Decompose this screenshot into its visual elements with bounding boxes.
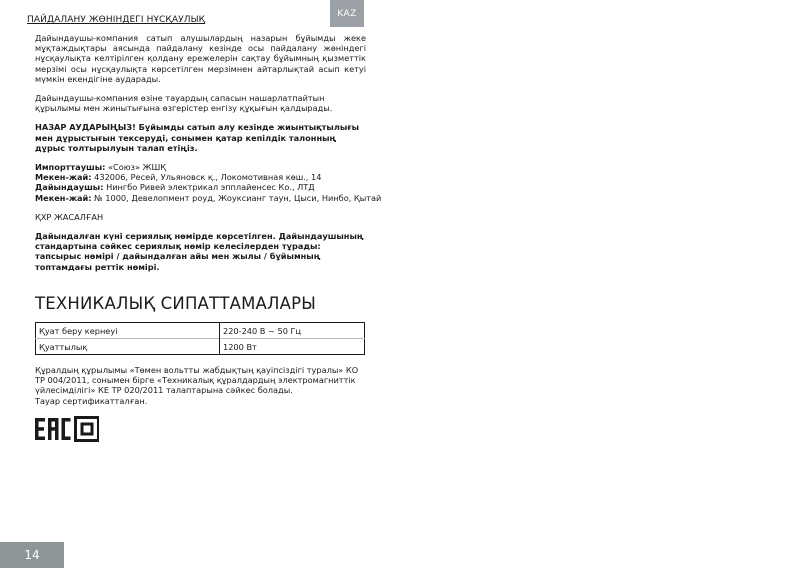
importer-address-value: 432006, Ресей, Ульяновск қ., Локомотивная көш., 14 [94, 172, 322, 183]
rights-paragraph: Дайындаушы-компания өзіне тауардың сапасын нашарлатпайтын құрылымы мен жинытығына өзгерістер енгізу құқығын қалдырады. [35, 93, 333, 114]
manufacturer-value: Нингбо Ривей электрикал эпплайенсес Ко., ЛТД [106, 182, 315, 193]
certification-marks [35, 416, 99, 442]
importer-value: «Союз» ЖШҚ [108, 162, 167, 173]
warning-paragraph: НАЗАР АУДАРЫҢЫЗ! Бұйымды сатып алу кезінде жиынтықтылығы мен дұрыстығын тексеруді, сонымен қатар кепілдік талонның дұрыс толтырылуын талап етіңіз. [35, 122, 360, 153]
table-row [36, 323, 365, 339]
page-number: 14 [0, 542, 64, 568]
spec-label: Қуат беру кернеуі [36, 323, 220, 339]
manufacturer-address-value: № 1000, Девелопмент роуд, Жоуксианг таун, Цыси, Нинбо, Қытай [94, 192, 382, 203]
language-tab: KAZ [330, 0, 364, 27]
table-row [36, 339, 365, 355]
made-in-label: ҚХР ЖАСАЛҒАН [35, 211, 104, 222]
importer-label: Импорттаушы: [35, 162, 106, 173]
page-header-title: ПАЙДАЛАНУ ЖӨНІНДЕГІ НҰСҚАУЛЫҚ [27, 15, 206, 25]
spec-value: 220-240 В ~ 50 Гц [223, 325, 302, 336]
intro-paragraph: Дайындаушы-компания сатып алушылардың назарын бұйымды жеке мұқтаждықтары аясында пайдалану кезінде осы пайдалану жөніндегі нұсқаулықта келтірілген қолдану ережелерін сақтау бұйымның қызметтік мерзімі осы нұсқаулықта көрсетілген мерзімнен айтарлықтай асып кетуі мүмкін екендігіне аударады. [35, 33, 366, 84]
certification-text: Құралдың құрылымы «Төмен вольтты жабдықтың қауіпсіздігі туралы» КО ТР 004/2011, сонымен бірге «Техникалық құралдардың электромагниттік үйлесімділігі» КЕ ТР 020/2011 талаптарына сәйкес болады. [35, 365, 359, 396]
manufacturer-line [35, 182, 366, 192]
manufacturer-address-line [35, 192, 382, 203]
importer-address-label: Мекен-жай: [35, 172, 92, 183]
specs-title: ТЕХНИКАЛЫҚ СИПАТТАМАЛАРЫ [35, 294, 317, 313]
eac-mark-icon [35, 418, 71, 440]
certification-block [35, 365, 366, 406]
manufacturer-label: Дайындаушы: [35, 182, 104, 193]
spec-label: Қуаттылық [36, 339, 220, 355]
safety-class-ii-icon [76, 418, 99, 441]
serial-number-paragraph: Дайындалған күні сериялық нөмірде көрсетілген. Дайындаушының стандартына сәйкес сериялық нөмір келесілерден тұрады: тапсырыс нөмірі / дайындалған айы мен жылы / бұйымның топтамдағы реттік нөмірі. [35, 231, 364, 272]
importer-address-line [35, 172, 366, 182]
spec-value: 1200 Вт [220, 339, 365, 355]
importer-line [35, 162, 366, 172]
certified-text: Тауар сертификатталған. [35, 395, 148, 406]
specs-table [35, 322, 365, 355]
manufacturer-address-label: Мекен-жай: [35, 192, 92, 203]
importer-block [35, 162, 382, 203]
instruction-body [35, 33, 382, 281]
